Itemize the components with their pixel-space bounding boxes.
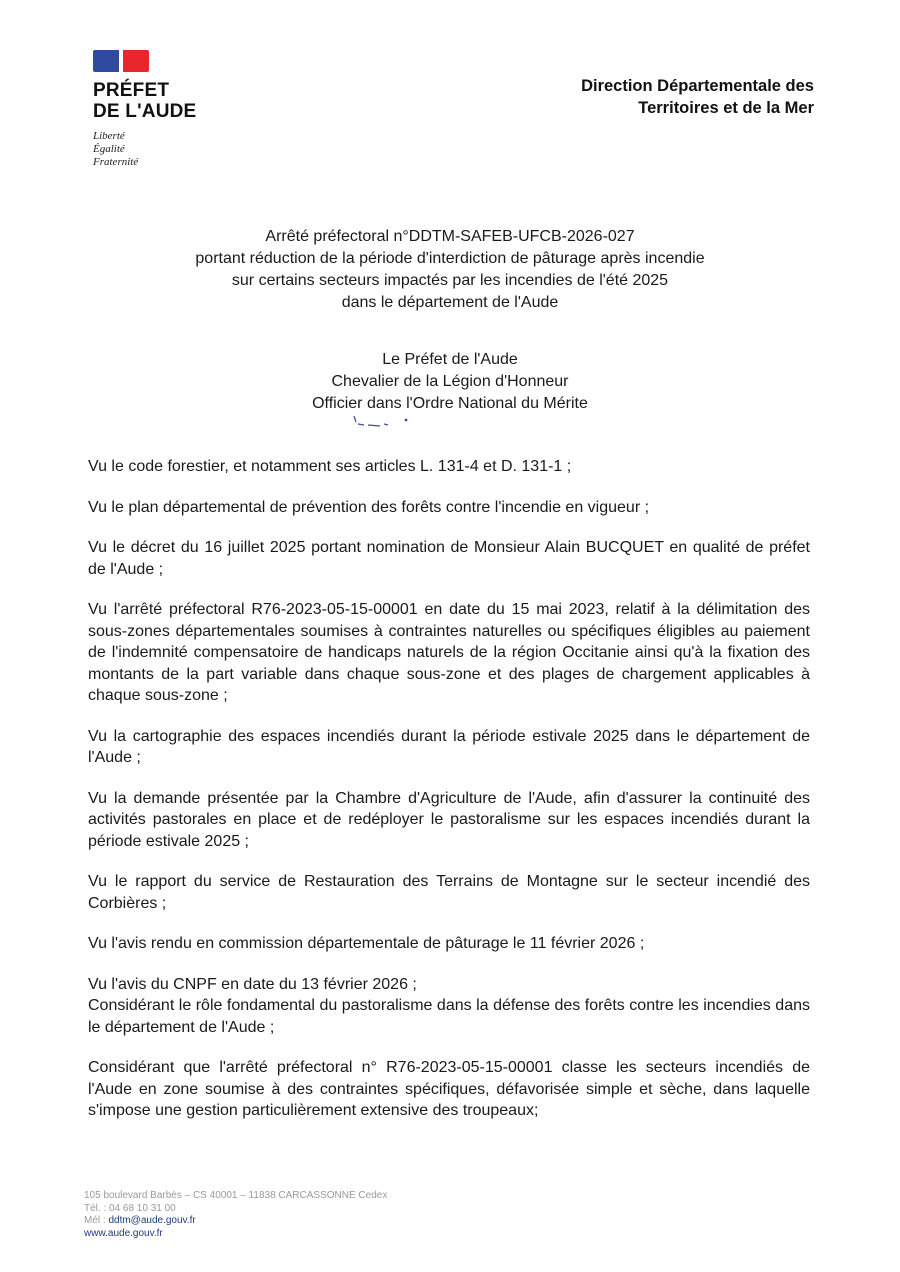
motto-fraternite: Fraternité (93, 156, 139, 168)
authority-line-2: Chevalier de la Légion d'Honneur (331, 373, 569, 390)
marianne-flag-icon (93, 50, 149, 72)
recital-demande-chambre: Vu la demande présentée par la Chambre d'Agriculture de l'Aude, afin d'assurer la continuité des activités pastorales en place et de redéployer le pastoralisme sur les espaces incendiés durant la période estivale 2025 ; (88, 789, 810, 850)
title-line-4: dans le département de l'Aude (341, 294, 559, 311)
authority-line-3: Officier dans l'Ordre National du Mérite (312, 395, 588, 412)
footer-mel-label: Mél : (84, 1215, 109, 1226)
recital-avis-cnpf: Vu l'avis du CNPF en date du 13 février 2026 ; (88, 975, 417, 993)
service-name (581, 75, 814, 119)
footer-website-link[interactable]: www.aude.gouv.fr (84, 1227, 163, 1239)
prefecture-logo (93, 50, 253, 169)
footer-contact (84, 1190, 387, 1240)
recital-decret-nomination: Vu le décret du 16 juillet 2025 portant nomination de Monsieur Alain BUCQUET en qualité de préfet de l'Aude ; (88, 539, 810, 578)
motto-egalite: Égalité (93, 143, 125, 155)
recital-avis-commission: Vu l'avis rendu en commission départementale de pâturage le 11 février 2026 ; (88, 935, 645, 952)
logo-line-1: PRÉFET (93, 80, 170, 101)
recital-cartographie: Vu la cartographie des espaces incendiés durant la période estivale 2025 dans le département de l'Aude ; (88, 727, 810, 766)
recital-code-forestier: Vu le code forestier, et notamment ses articles L. 131-4 et D. 131-1 ; (88, 458, 572, 475)
decree-title (0, 226, 900, 314)
motto (93, 130, 253, 169)
considerant-pastoralisme: Considérant le rôle fondamental du pastoralisme dans la défense des forêts contre les incendies dans le département de l'Aude ; (88, 997, 810, 1036)
service-line-1: Direction Départementale des (581, 77, 814, 95)
prefect-authority (0, 349, 900, 415)
footer-address: 105 boulevard Barbès – CS 40001 – 11838 CARCASSONNE Cedex (84, 1190, 388, 1201)
motto-liberte: Liberté (93, 130, 125, 142)
decree-body (88, 456, 810, 1141)
footer-mel (84, 1215, 387, 1228)
considerant-zone-contraintes: Considérant que l'arrêté préfectoral n° R76-2023-05-15-00001 classe les secteurs incendiés de l'Aude en zone soumise à des contraintes spécifiques, défavorisée simple et sèche, dans laquelle s'impose une gestion particulièrement extensive des troupeaux; (88, 1059, 810, 1119)
recital-plan-departemental: Vu le plan départemental de prévention des forêts contre l'incendie en vigueur ; (88, 498, 650, 516)
logo-title (93, 80, 253, 122)
title-line-3: sur certains secteurs impactés par les incendies de l'été 2025 (231, 272, 669, 289)
footer-email-link[interactable]: ddtm@aude.gouv.fr (108, 1215, 196, 1226)
authority-line-1: Le Préfet de l'Aude (382, 351, 518, 368)
scan-mark-icon (340, 412, 420, 432)
title-line-1: Arrêté préfectoral n°DDTM-SAFEB-UFCB-2026-027 (265, 228, 635, 245)
footer-tel: Tél. : 04 68 10 31 00 (84, 1202, 176, 1214)
title-line-2: portant réduction de la période d'interdiction de pâturage après incendie (195, 250, 705, 267)
recital-rapport-rtm: Vu le rapport du service de Restauration des Terrains de Montagne sur le secteur incendié des Corbières ; (88, 873, 810, 912)
logo-line-2: DE L'AUDE (93, 101, 197, 122)
recital-arrete-sous-zones: Vu l'arrêté préfectoral R76-2023-05-15-00001 en date du 15 mai 2023, relatif à la délimitation des sous-zones départementales soumises à contraintes naturelles ou spécifiques éligibles au paiement de l'indemnité compensatoire de handicaps naturels de la région Occitanie ainsi qu'à la fixation des montants de la part variable dans chaque sous-zone et des plages de chargement applicables à chaque sous-zone ; (88, 601, 810, 704)
service-line-2: Territoires et de la Mer (638, 99, 814, 117)
